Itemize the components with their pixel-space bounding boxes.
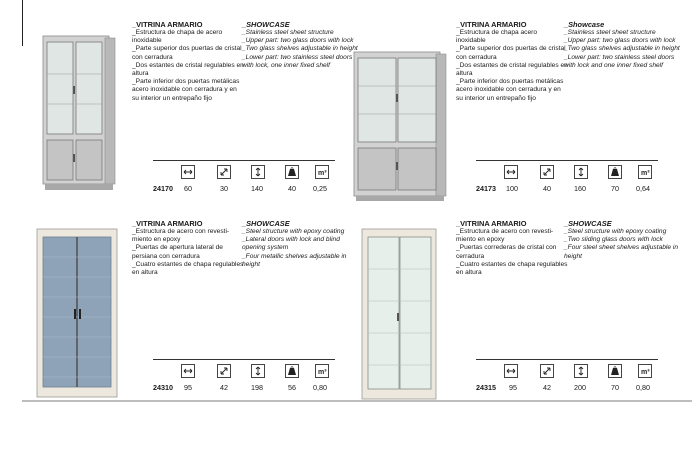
feature-es: _Estructura de acero con revesti-miento en epoxy (456, 228, 554, 244)
english-description (242, 219, 364, 269)
height-icon (574, 364, 588, 378)
volume-value: 0,25 (313, 184, 327, 193)
spanish-description (456, 20, 568, 103)
height-icon (574, 165, 588, 179)
height-value: 140 (251, 184, 263, 193)
weight-icon (608, 165, 622, 179)
svg-text:m³: m³ (318, 170, 327, 177)
weight-value: 56 (288, 383, 296, 392)
feature-en: _Steel structure with epoxy coating (242, 228, 345, 235)
spec-divider (476, 160, 658, 161)
product-code: 24173 (476, 184, 496, 193)
width-value: 95 (184, 383, 192, 392)
feature-en: _Stainless steel sheet structure (564, 29, 656, 36)
spec-table (476, 160, 658, 196)
width-value: 100 (506, 184, 518, 193)
feature-en: _Four steel sheet shelves adjustable in height (564, 244, 678, 260)
svg-text:m³: m³ (641, 369, 650, 376)
product-title-en: _SHOWCASE (564, 219, 612, 228)
weight-value: 40 (288, 184, 296, 193)
feature-es: _Dos estantes de cristal regulables en altura (456, 61, 568, 78)
depth-value: 42 (220, 383, 228, 392)
height-value: 200 (574, 383, 586, 392)
width-icon (504, 165, 518, 179)
left-margin-rule (22, 0, 23, 46)
feature-es: _Parte superior dos puertas de cristal con cerradura (132, 45, 242, 61)
feature-es: _Parte superior dos puertas de cristal con cerradura (456, 45, 566, 61)
feature-en: _Upper part: two glass doors with lock (564, 37, 676, 45)
product-code: 24310 (153, 383, 173, 392)
english-description (564, 219, 680, 261)
volume-value: 0,80 (636, 383, 650, 392)
english-description (564, 20, 680, 70)
spec-table (153, 160, 335, 196)
feature-en: _Four metallic shelves adjustable in height (242, 252, 347, 268)
feature-en: _Two glass shelves adjustable in height (242, 45, 358, 53)
height-value: 160 (574, 184, 586, 193)
depth-icon (217, 165, 231, 179)
weight-icon (285, 364, 299, 378)
depth-value: 40 (543, 184, 551, 193)
feature-es: _Cuatro estantes de chapa regulables en altura (456, 260, 568, 277)
weight-value: 70 (611, 184, 619, 193)
feature-en: _Upper part: two glass doors with lock (242, 37, 354, 45)
volume-value: 0,80 (313, 383, 327, 392)
feature-es: _Puertas de apertura lateral de persiana con cerradura (132, 244, 223, 260)
spec-divider (153, 160, 335, 161)
feature-es: _Estructura de chapa de acero inoxidable (132, 29, 223, 45)
spec-divider (476, 359, 658, 360)
feature-en: _Steel structure with epoxy coating (564, 228, 667, 235)
tambour-door-cabinet-image (35, 227, 125, 407)
feature-en: _Stainless steel sheet structure (242, 29, 334, 36)
svg-text:m³: m³ (318, 369, 327, 376)
page-bottom-rule (22, 400, 692, 402)
depth-icon (540, 364, 554, 378)
depth-value: 42 (543, 383, 551, 392)
svg-text:m³: m³ (641, 170, 650, 177)
spec-divider (153, 359, 335, 360)
spanish-description (456, 219, 568, 277)
depth-icon (540, 165, 554, 179)
width-value: 95 (509, 383, 517, 392)
spec-table (153, 359, 335, 395)
spanish-description (132, 20, 244, 103)
feature-es: _Estructura de chapa acero inoxidable (456, 29, 538, 45)
product-code: 24170 (153, 184, 173, 193)
product-code: 24315 (476, 383, 496, 392)
height-icon (251, 364, 265, 378)
feature-en: _Two sliding glass doors with lock (564, 236, 663, 244)
spanish-description (132, 219, 244, 277)
feature-es: _Dos estantes de cristal regulables en altura (132, 61, 244, 78)
sliding-glass-door-cabinet-image (352, 227, 442, 407)
volume-icon (638, 364, 652, 378)
feature-es: _Parte inferior dos puertas metálicas acero inoxidable con cerradura y en su interior un entrepaño fijo (132, 78, 240, 102)
weight-icon (608, 364, 622, 378)
depth-value: 30 (220, 184, 228, 193)
product-card-24315 (352, 213, 682, 403)
weight-value: 70 (611, 383, 619, 392)
product-card-24310 (35, 213, 365, 403)
product-title-es: _VITRINA ARMARIO (456, 20, 527, 29)
feature-en: _Lower part: two stainless steel doors with lock, one inner fixed shelf (242, 53, 353, 69)
volume-icon (315, 165, 329, 179)
height-value: 198 (251, 383, 263, 392)
volume-icon (638, 165, 652, 179)
product-card-24173 (352, 14, 682, 204)
spec-table (476, 359, 658, 395)
width-value: 60 (184, 184, 192, 193)
width-icon (504, 364, 518, 378)
feature-es: _Parte inferior dos puertas metálicas acero inoxidable con cerradura y en su interior un entrepaño fijo (456, 78, 564, 102)
volume-value: 0,64 (636, 184, 650, 193)
feature-en: _Two glass shelves adjustable in height (564, 45, 680, 53)
stainless-showcase-cabinet-image (35, 28, 125, 208)
feature-en: _Lateral doors with lock and blind opening system (242, 236, 340, 252)
feature-es: _Estructura de acero con revesti-miento en epoxy (132, 228, 230, 244)
product-title-es: _VITRINA ARMARIO (132, 20, 203, 29)
volume-icon (315, 364, 329, 378)
feature-en: _Lower part: two stainless steel doors with lock and one inner fixed shelf (564, 53, 675, 69)
depth-icon (217, 364, 231, 378)
product-title-es: _VITRINA ARMARIO (456, 219, 527, 228)
feature-es: _Cuatro estantes de chapa regulables en altura (132, 260, 244, 277)
feature-es: _Puertas correderas de cristal con cerradura (456, 244, 557, 260)
width-icon (181, 165, 195, 179)
product-card-24170 (35, 14, 365, 204)
product-title-en: _Showcase (564, 20, 605, 29)
product-title-es: _VITRINA ARMARIO (132, 219, 203, 228)
english-description (242, 20, 364, 70)
weight-icon (285, 165, 299, 179)
height-icon (251, 165, 265, 179)
width-icon (181, 364, 195, 378)
product-title-en: _SHOWCASE (242, 219, 290, 228)
product-title-en: _SHOWCASE (242, 20, 290, 29)
wide-stainless-showcase-cabinet-image (352, 28, 452, 208)
